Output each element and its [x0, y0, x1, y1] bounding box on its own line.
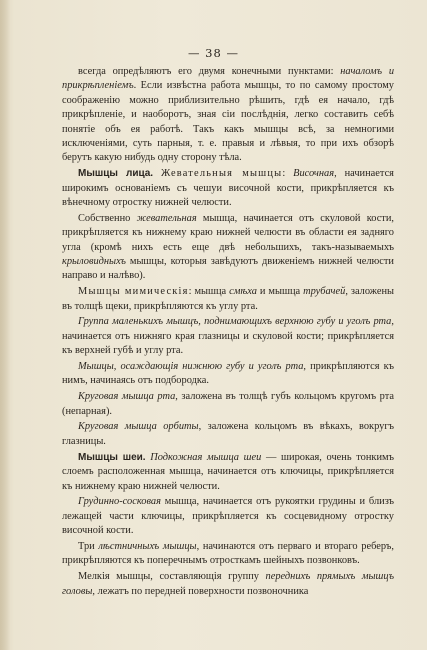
text-run: мышца, начинается отъ скуловой кости, прикрѣпляется къ нижнему краю нижней челюсти въ области ея задняго угла (кромѣ нихъ есть еще двѣ небольшихъ, такъ-называемыхъ: [62, 212, 395, 253]
italic-term: трубачей: [303, 286, 346, 298]
italic-term: Височная: [293, 168, 335, 180]
italic-term: началомъ и прикрѣпленіемъ: [62, 66, 395, 92]
paragraph: [62, 540, 394, 569]
text-run: мышца, начинается отъ рукоятки грудины и близъ лежащей части ключицы, прикрѣпляется къ сосцевидному отростку височной кости.: [62, 496, 394, 537]
italic-term: Круговая мышца орбиты: [78, 421, 199, 433]
page-fold-shadow: [0, 0, 10, 650]
text-run: Три: [78, 540, 99, 552]
paragraph: [62, 65, 394, 166]
text-run: , лежатъ по передней поверхности позвоночника: [92, 585, 309, 597]
italic-term: Круговая мышца рта: [78, 391, 176, 403]
italic-term: Подкожная мышца шеи: [150, 451, 262, 463]
spaced-subheading: Мышцы мимическія: [78, 286, 189, 298]
text-run: — широкая, очень тонкимъ слоемъ расположенная мышца, начинается отъ ключицы, прикрѣпляется къ нижнему краю нижней челюсти.: [62, 451, 394, 492]
text-run: мышцы, которыя завѣдуютъ движеніемъ нижней челюсти направо и налѣво).: [62, 256, 394, 282]
italic-term: Грудинно-сосковая: [78, 496, 161, 508]
text-run: Мелкія мышцы, составляющія группу: [78, 571, 266, 583]
text-run: и мышца: [256, 286, 304, 298]
italic-term: Группа маленькихъ мышцъ, поднимающихъ верхнюю губу и уголъ рта: [78, 316, 392, 328]
paragraph: [62, 495, 394, 538]
text-run: , начинается отъ нижняго края глазницы и скуловой кости; прикрѣпляется къ верхней губѣ и углу рта.: [62, 316, 394, 357]
text-run: :: [282, 168, 294, 180]
paragraph: [62, 390, 394, 419]
text-run: , заложена кольцомъ въ вѣкахъ, вокругъ глазницы.: [62, 421, 394, 447]
page-number: — 38 —: [188, 46, 239, 60]
paragraph: [62, 420, 394, 449]
text-run: Собственно: [78, 212, 137, 224]
text-run: . Если извѣстна работа мышцы, то по самому простому соображенію можно приблизительно рѣшить, гдѣ ея начало, гдѣ прикрѣпленіе, и наоборотъ, зная сіи послѣднія, легко составить себѣ понятіе объ ея работѣ. Такъ какъ мышцы всѣ, за немногими исключеніями, суть парныя, т. е. правыя и лѣвыя, то при ихъ обзорѣ берутъ какую нибудь одну сторону тѣла.: [62, 80, 394, 164]
italic-term: крыловидныхъ: [62, 256, 126, 268]
italic-term: жевательная: [136, 212, 197, 224]
text-run: , заложена въ толщѣ губъ кольцомъ кругомъ рта (непарная).: [62, 391, 394, 417]
paragraph: [62, 570, 394, 599]
text-run: , заложены въ толщѣ щеки, прикрѣпляются къ углу рта.: [62, 286, 394, 312]
paragraph: [62, 315, 394, 358]
italic-term: Мышцы, осаждающія нижнюю губу и уголъ рта: [78, 361, 304, 373]
paragraph: [62, 451, 394, 494]
section-heading: Мышцы лица.: [78, 168, 154, 180]
text-run: , прикрѣпляются къ нимъ, начинаясь отъ подбородка.: [62, 361, 394, 387]
text-run: , начинается широкимъ основаніемъ съ чешуи височной кости, прикрѣпляется къ вѣнечному отростку нижней челюсти.: [62, 168, 394, 209]
paragraph: [62, 212, 394, 284]
section-heading: Мышцы шеи.: [78, 451, 146, 463]
spaced-subheading: Жевательныя мышцы: [161, 168, 283, 180]
italic-term: смѣха: [229, 286, 257, 298]
text-run: : мышца: [188, 286, 230, 298]
text-run: , начинаются отъ перваго и втораго реберъ, прикрѣпляются къ поперечнымъ отросткамъ шейныхъ позвонковъ.: [62, 540, 394, 567]
paragraph: [62, 285, 394, 314]
paragraph: [62, 167, 394, 210]
text-run: всегда опредѣляютъ его двумя конечными пунктами:: [78, 66, 341, 77]
text-run: [153, 168, 161, 179]
italic-term: переднихъ прямыхъ мышцъ головы: [62, 571, 394, 597]
body-text: [62, 65, 394, 600]
italic-term: лѣстничныхъ мышцы: [98, 540, 197, 552]
paragraph: [62, 360, 394, 389]
